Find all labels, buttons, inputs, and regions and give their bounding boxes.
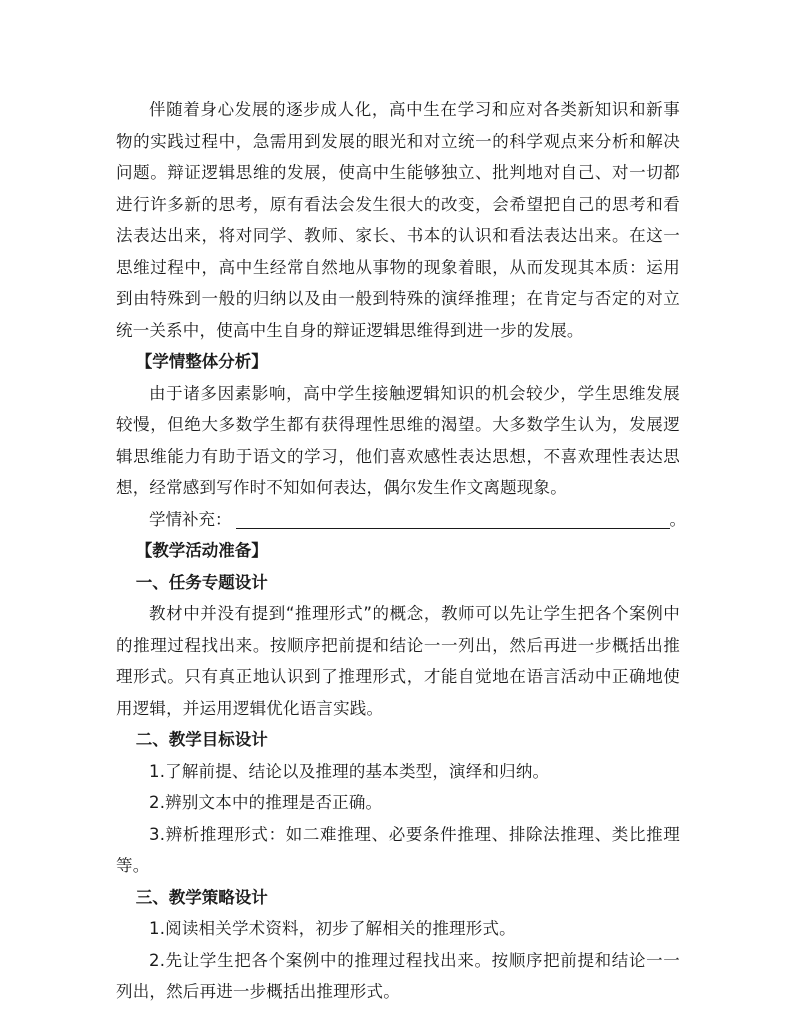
task-paragraph: 教材中并没有提到“推理形式”的概念，教师可以先让学生把各个案例中的推理过程找出来。按顺序把前提和结论一一列出，然后再进一步概括出推理形式。只有真正地认识到了推理形式，才能自觉地在语言活动中正确地使用逻辑，并运用逻辑优化语言实践。 bbox=[116, 604, 680, 718]
supplement-label: 学情补充： bbox=[149, 509, 232, 529]
supplement-end-mark: 。 bbox=[669, 509, 686, 529]
goals-heading: 二、教学目标设计 bbox=[135, 730, 268, 749]
goal-item: 2.辨别文本中的推理是否正确。 bbox=[149, 793, 383, 812]
supplement-blank-underline bbox=[236, 508, 670, 529]
strategy-heading: 三、教学策略设计 bbox=[135, 887, 268, 907]
goal-item: 1.了解前提、结论以及推理的基本类型，演绎和归纳。 bbox=[149, 761, 550, 781]
analysis-heading: 【学情整体分析】 bbox=[135, 352, 268, 371]
prep-heading: 【教学活动准备】 bbox=[135, 541, 268, 560]
strategy-item: 1.阅读相关学术资料，初步了解相关的推理形式。 bbox=[149, 919, 516, 938]
supplement-line bbox=[116, 504, 686, 536]
document-page bbox=[116, 94, 686, 1008]
goal-item: 3.辨析推理形式：如二难推理、必要条件推理、排除法推理、类比推理等。 bbox=[116, 824, 680, 875]
task-heading: 一、任务专题设计 bbox=[135, 572, 268, 592]
intro-paragraph: 伴随着身心发展的逐步成人化，高中生在学习和应对各类新知识和新事物的实践过程中，急需用到发展的眼光和对立统一的科学观点来分析和解决问题。辩证逻辑思维的发展，使高中生能够独立、批判地对自己、对一切都进行许多新的思考，原有看法会发生很大的改变，会希望把自己的思考和看法表达出来，将对同学、教师、家长、书本的认识和看法表达出来。在这一思维过程中，高中生经常自然地从事物的现象着眼，从而发现其本质：运用到由特殊到一般的归纳以及由一般到特殊的演绎推理；在肯定与否定的对立统一关系中，使高中生自身的辩证逻辑思维得到进一步的发展。 bbox=[116, 100, 680, 340]
strategy-item: 2.先让学生把各个案例中的推理过程找出来。按顺序把前提和结论一一列出，然后再进一步概括出推理形式。 bbox=[116, 950, 680, 1001]
analysis-paragraph: 由于诸多因素影响，高中学生接触逻辑知识的机会较少，学生思维发展较慢，但绝大多数学生都有获得理性思维的渴望。大多数学生认为，发展逻辑思维能力有助于语文的学习，他们喜欢感性表达思想，不喜欢理性表达思想，经常感到写作时不知如何表达，偶尔发生作文离题现象。 bbox=[116, 383, 680, 497]
